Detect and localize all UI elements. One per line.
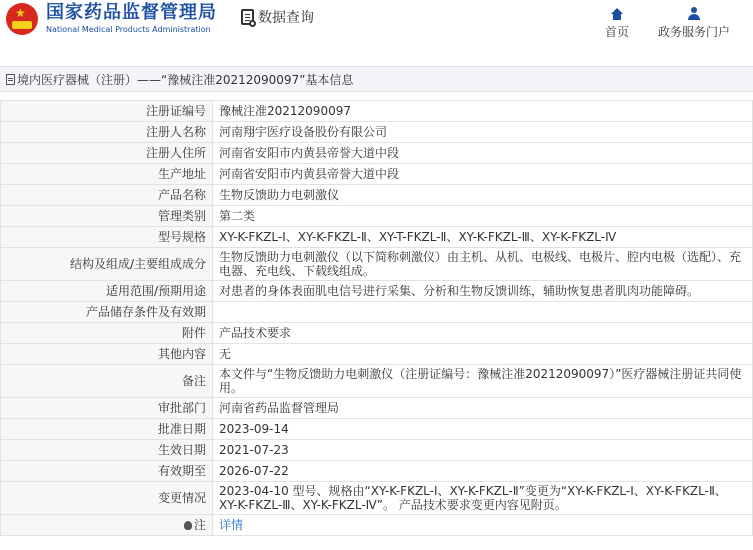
data-query-link[interactable] (241, 7, 314, 27)
site-logo[interactable] (6, 3, 217, 35)
field-value: 无 (213, 344, 753, 365)
field-label: 产品名称 (1, 185, 213, 206)
field-value: 豫械注准20212090097 (213, 101, 753, 122)
lightbulb-icon (184, 521, 192, 530)
table-row (1, 461, 753, 482)
field-label: 型号规格 (1, 227, 213, 248)
field-label: 审批部门 (1, 398, 213, 419)
field-value: 生物反馈助力电刺激仪 (213, 185, 753, 206)
data-query-label: 数据查询 (258, 10, 314, 26)
field-label: 批准日期 (1, 419, 213, 440)
logo-title-en: National Medical Products Administration (46, 25, 211, 34)
note-label: 注 (193, 518, 206, 532)
table-row (1, 323, 753, 344)
table-row (1, 344, 753, 365)
field-label: 生效日期 (1, 440, 213, 461)
field-label: 适用范围/预期用途 (1, 281, 213, 302)
user-icon (688, 7, 700, 20)
field-label: 有效期至 (1, 461, 213, 482)
table-row (1, 227, 753, 248)
table-row (1, 398, 753, 419)
field-value: 河南省安阳市内黄县帝誉大道中段 (213, 164, 753, 185)
field-value: 本文件与“生物反馈助力电刺激仪（注册证编号：豫械注准20212090097）”医疗器械注册证共同使用。 (213, 365, 753, 398)
breadcrumb-text: 境内医疗器械（注册）——“豫械注准20212090097”基本信息 (17, 72, 354, 87)
field-value: 生物反馈助力电刺激仪（以下简称刺激仪）由主机、从机、电极线、电极片、腔内电极（选配）、充电器、充电线、下载线组成。 (213, 248, 753, 281)
field-label: 结构及组成/主要组成成分 (1, 248, 213, 281)
field-label: 注册人名称 (1, 122, 213, 143)
detail-table (0, 100, 753, 536)
field-value: 河南翔宇医疗设备股份有限公司 (213, 122, 753, 143)
table-row (1, 164, 753, 185)
field-value: 2023-04-10 型号、规格由“XY-K-FKZL-Ⅰ、XY-K-FKZL-Ⅱ”变更为“XY-K-FKZL-Ⅰ、XY-K-FKZL-Ⅱ、XY-K-FKZL-Ⅲ、XY-K-FKZL-Ⅳ”。 产品技术要求变更内容见附页。 (213, 482, 753, 515)
field-value: 第二类 (213, 206, 753, 227)
nav-service-portal[interactable] (654, 4, 734, 40)
field-value: 河南省安阳市内黄县帝誉大道中段 (213, 143, 753, 164)
field-label: 备注 (1, 365, 213, 398)
data-query-icon (241, 9, 254, 25)
table-row (1, 365, 753, 398)
field-label-note (1, 515, 213, 536)
table-row (1, 515, 753, 536)
table-row (1, 281, 753, 302)
table-row (1, 101, 753, 122)
field-label: 注册证编号 (1, 101, 213, 122)
table-row (1, 440, 753, 461)
field-value: 对患者的身体表面肌电信号进行采集、分析和生物反馈训练，辅助恢复患者肌肉功能障碍。 (213, 281, 753, 302)
table-row (1, 143, 753, 164)
field-label: 其他内容 (1, 344, 213, 365)
table-row (1, 482, 753, 515)
site-header (0, 0, 753, 58)
field-label: 管理类别 (1, 206, 213, 227)
table-row (1, 419, 753, 440)
nav-home[interactable] (602, 4, 632, 40)
home-icon (611, 8, 623, 20)
field-label: 附件 (1, 323, 213, 344)
detail-link[interactable]: 详情 (219, 518, 244, 532)
field-label: 注册人住所 (1, 143, 213, 164)
nav-service-label: 政务服务门户 (657, 25, 730, 39)
field-value: 河南省药品监督管理局 (213, 398, 753, 419)
table-row (1, 185, 753, 206)
field-value (213, 302, 753, 323)
field-label: 生产地址 (1, 164, 213, 185)
field-label: 产品储存条件及有效期 (1, 302, 213, 323)
national-emblem-icon: ★ (6, 3, 38, 35)
field-value: 2026-07-22 (213, 461, 753, 482)
table-row (1, 248, 753, 281)
field-value: 2021-07-23 (213, 440, 753, 461)
field-value (213, 515, 753, 536)
logo-title-cn: 国家药品监督管理局 (46, 2, 217, 23)
field-value: 产品技术要求 (213, 323, 753, 344)
table-row (1, 206, 753, 227)
field-value: XY-K-FKZL-Ⅰ、XY-K-FKZL-Ⅱ、XY-T-FKZL-Ⅱ、XY-K-FKZL-Ⅲ、XY-K-FKZL-Ⅳ (213, 227, 753, 248)
breadcrumb (0, 66, 753, 92)
table-row (1, 302, 753, 323)
field-value: 2023-09-14 (213, 419, 753, 440)
table-row (1, 122, 753, 143)
document-icon (6, 74, 15, 85)
nav-home-label: 首页 (604, 25, 629, 39)
field-label: 变更情况 (1, 482, 213, 515)
